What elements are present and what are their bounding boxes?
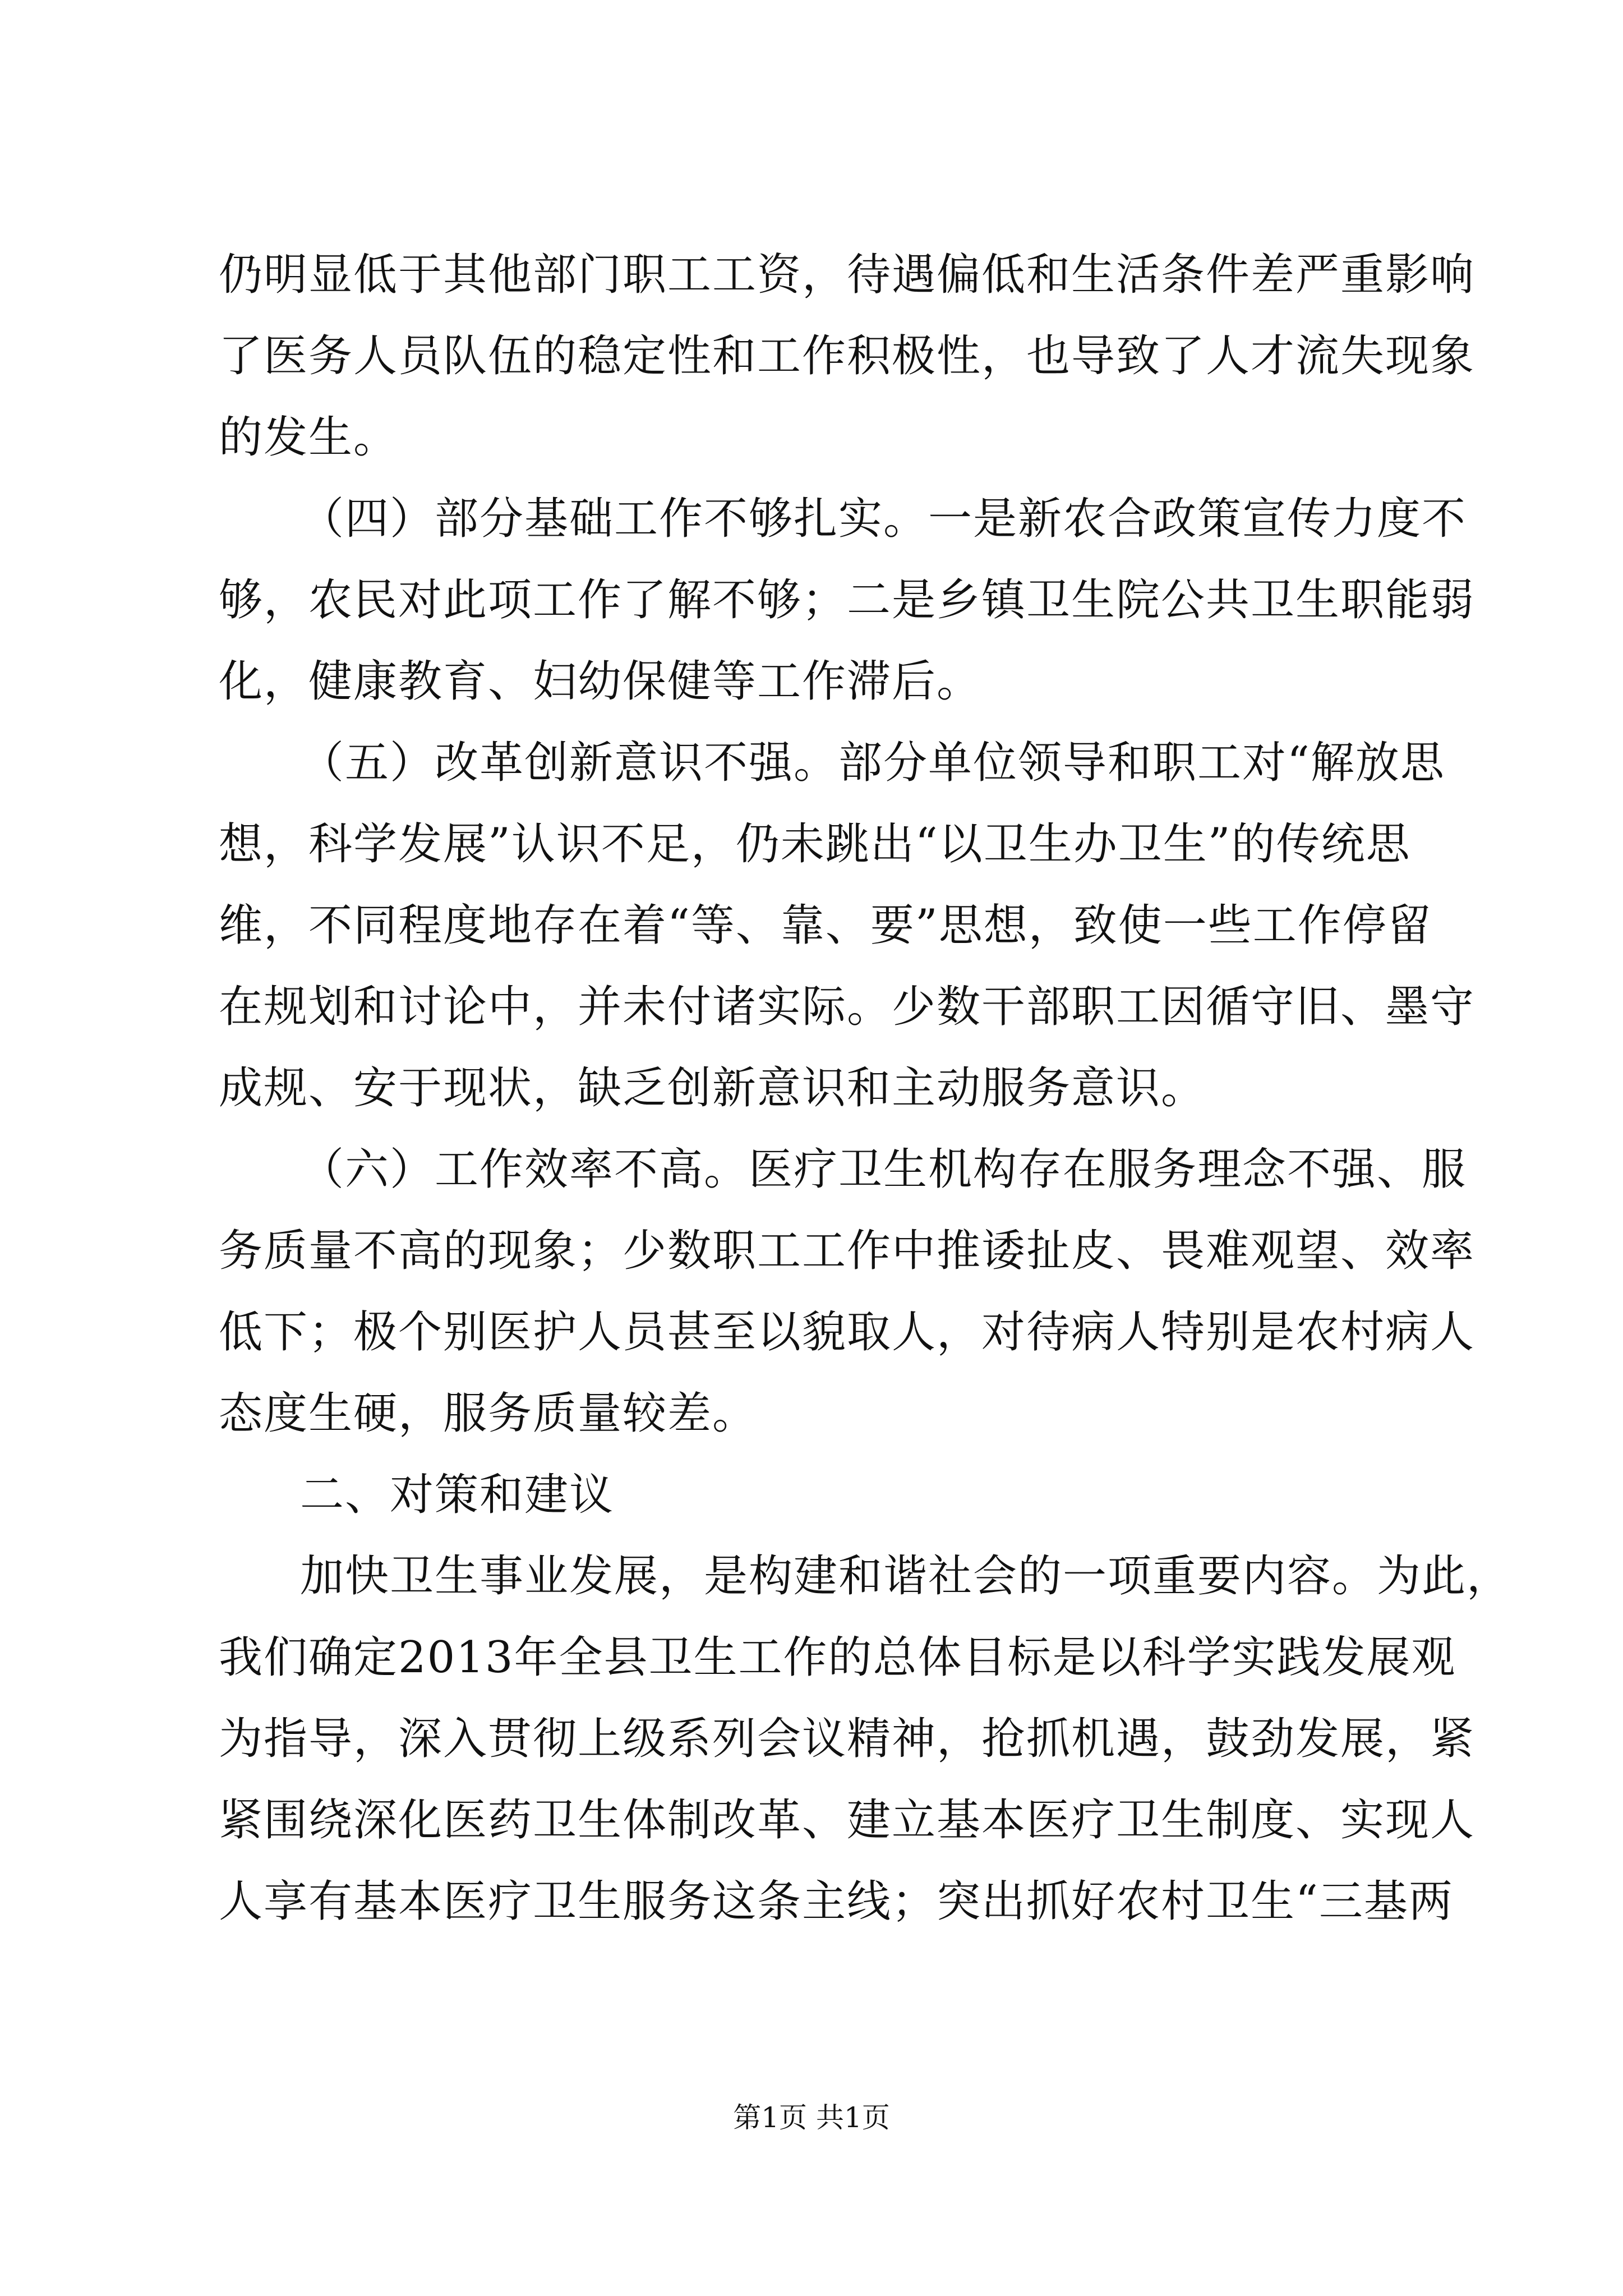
- body-line: 想，科学发展”认识不足，仍未跳出“以卫生办卫生”的传统思: [219, 819, 1411, 869]
- body-line: 在规划和讨论中，并未付诸实际。少数干部职工因循守旧、墨守: [219, 982, 1476, 1032]
- body-line: 够，农民对此项工作了解不够；二是乡镇卫生院公共卫生职能弱: [219, 575, 1476, 625]
- body-line: 为指导，深入贯彻上级系列会议精神，抢抓机遇，鼓劲发展，紧: [219, 1714, 1476, 1764]
- body-line: 人享有基本医疗卫生服务这条主线；突出抓好农村卫生“三基两: [219, 1876, 1454, 1927]
- body-line: 维，不同程度地存在着“等、靠、要”思想，致使一些工作停留: [219, 900, 1432, 951]
- page-footer: 第1页 共1页: [733, 2101, 890, 2134]
- paragraph-first-line: 加快卫生事业发展，是构建和谐社会的一项重要内容。为此，: [300, 1551, 1512, 1602]
- body-line: 低下；极个别医护人员甚至以貌取人，对待病人特别是农村病人: [219, 1307, 1476, 1358]
- section-six-heading-line: （六）工作效率不高。医疗卫生机构存在服务理念不强、服: [300, 1144, 1467, 1195]
- section-five-heading-line: （五）改革创新意识不强。部分单位领导和职工对“解放思: [300, 738, 1445, 788]
- body-line: 的发生。: [219, 412, 399, 463]
- body-line: 我们确定2013年全县卫生工作的总体目标是以科学实践发展观: [219, 1632, 1456, 1683]
- body-line: 务质量不高的现象；少数职工工作中推诿扯皮、畏难观望、效率: [219, 1226, 1476, 1276]
- section-two-heading: 二、对策和建议: [300, 1470, 615, 1520]
- body-line: 了医务人员队伍的稳定性和工作积极性，也导致了人才流失现象: [219, 331, 1476, 381]
- body-line: 化，健康教育、妇幼保健等工作滞后。: [219, 656, 982, 707]
- section-four-heading-line: （四）部分基础工作不够扎实。一是新农合政策宣传力度不: [300, 494, 1467, 544]
- body-line: 成规、安于现状，缺乏创新意识和主动服务意识。: [219, 1063, 1206, 1114]
- body-line: 态度生硬，服务质量较差。: [219, 1388, 758, 1439]
- body-line: 紧围绕深化医药卫生体制改革、建立基本医疗卫生制度、实现人: [219, 1795, 1476, 1846]
- body-line: 仍明显低于其他部门职工工资，待遇偏低和生活条件差严重影响: [219, 250, 1476, 300]
